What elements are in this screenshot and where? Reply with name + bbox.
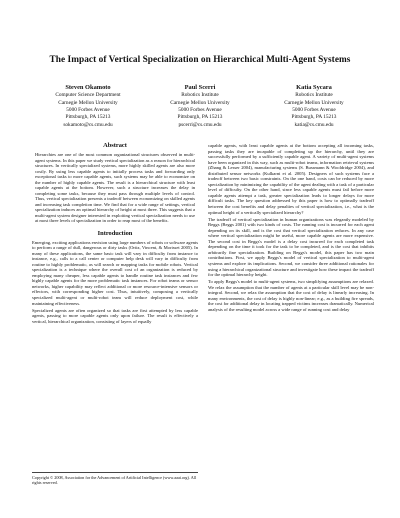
author-email: pscerri@cs.cmu.edu [178,121,222,128]
abstract-section [32,142,198,224]
author-1 [28,84,148,129]
author-address-line: 5000 Forbes Avenue [178,107,222,114]
body-paragraph: The tradeoff of vertical specialization in human organizations was elegantly modeled by Beggs (Beggs 2001) with two kinds of costs. The running cost is incurred for each agent depending on its skill, and is the cost that vertical specialization reduces. In any case where vertical specialization might be useful, more capable agents are more expensive. The second cost in Beggs's model is a delay cost incurred for each completed task depending on the time it took for the task to be completed, and is the cost that inhibits arbitrarily fine specialization. Building on Beggs's model, this paper has two main contributions. First, we apply Beggs's model of vertical specialization to multi-agent systems and explore its implications. Second, we consider three additional rationales for using a hierarchical organizational structure and investigate how these impact the tradeoff for the optimal hierarchy height. [208,216,374,278]
introduction-section [32,230,198,325]
body-paragraph: To apply Beggs's model to multi-agent systems, two simplifying assumptions are relaxed. We relax the assumption that the number of agents at a particular skill level may be non-integral. Second, we relax the assumption that the cost of delay is linearly increasing. In many environments, the cost of delay is highly non-linear; e.g., as a building fire spreads, the cost for additional delay in locating trapped victims increases dramatically. Numerical analysis of the resulting model across a wide range of running cost and delay [208,279,374,312]
body-paragraph: Emerging, exciting applications envision using large numbers of robots or software agents to perform a range of dull, dangerous or dirty tasks (Ortiz, Vincent, & Morisset 2005). In many of these applications, the same basic task will vary in difficulty from instance to instance, e.g., calls to a call center or computer help desk will vary in difficulty from routine to highly problematic, as will search or mapping tasks for mobile robots. Vertical specialization is a technique where the overall cost of an organization is reduced by employing many cheaper, less capable agents to handle routine task instances and few highly capable agents for the more problematic task instances. For robot teams or sensor networks, higher capability may reflect additional or more resource-intensive sensors or effectors, with corresponding higher cost. Thus, intuitively, composing a vertically specialized multi-agent or multi-robot team will reduce deployment cost, while maintaining effectiveness. [32,239,198,306]
abstract-text: Hierarchies are one of the most common organizational structures observed in multi-agent systems. In this paper we study vertical specialization as a reason for hierarchical structures. In vertically specialized systems, more highly skilled agents are also more costly. By using less capable agents to initially process tasks and forwarding only exceptional tasks to more capable agents, such systems may be able to economize on the number of highly capable agents. The result is a hierarchical structure with least capable agents at the bottom. However, such a structure increases the delay in completing some tasks, because they must pass through multiple levels of control. Thus, vertical specialization presents a tradeoff between economizing on skilled agents and increasing task completion time. We find that for a wide range of settings, vertical specialization induces an optimal hierarchy of height at most three. This suggests that a multi-agent system designer interested in exploiting vertical specialization needs to use at most three levels of specialization in order to reap most of the benefits. [35,152,195,223]
author-affiliation-line: Robotics Institute [295,92,333,99]
author-name: Katia Sycara [296,84,332,91]
author-affiliation-line: Carnegie Mellon University [58,99,118,106]
left-column [32,142,198,326]
right-column [208,143,374,314]
author-name: Paul Scerri [184,84,216,91]
author-2 [140,84,260,129]
author-affiliation-line: Robotics Institute [181,92,219,99]
author-3 [254,84,374,129]
paper-title: The Impact of Vertical Specialization on Hierarchical Multi-Agent Systems [49,55,351,65]
author-address-line: 5000 Forbes Avenue [66,107,110,114]
author-affiliation-line: Carnegie Mellon University [284,99,344,106]
author-address-line: 5000 Forbes Avenue [292,107,336,114]
author-affiliation-line: Computer Science Department [55,92,121,99]
author-address-line: Pittsburgh, PA 15213 [291,114,337,121]
author-address-line: Pittsburgh, PA 15213 [65,114,111,121]
author-name: Steven Okamoto [65,84,111,91]
author-email: katia@cs.cmu.edu [294,121,334,128]
abstract-heading: Abstract [103,142,127,149]
author-email: sokamoto@cs.cmu.edu [63,121,113,128]
body-paragraph: Specialized agents are often organized so that tasks are first attempted by less capable agents, passing to more capable agents only upon failure. The result is effectively a vertical, hierarchical organization, consisting of layers of equally [32,307,198,324]
copyright-notice: Copyright © 2008, Association for the Advancement of Artificial Intelligence (www.aaai.org). All rights reserved. [32,472,198,485]
author-affiliation-line: Carnegie Mellon University [170,99,230,106]
author-address-line: Pittsburgh, PA 15213 [177,114,223,121]
introduction-heading: Introduction [97,229,133,237]
body-paragraph: capable agents, with least capable agents at the bottom accepting all incoming tasks, passing tasks they are incapable of completing up the hierarchy, until they are successfully performed by a sufficiently capable agent. A variety of multi-agent systems have been organized in this way, such as multi-robot teams, information retrieval systems (Zhang & Lesser 2004), manufacturing systems (S. Bussmann & Wooldridge 2004), and distributed sensor networks (Kulkarni et al. 2005). Designers of such systems face a tradeoff between two basic constraints. On the one hand, costs can be reduced by more specialization by minimizing the capability of the agent dealing with a task of a particular level of difficulty. On the other hand, since less capable agents must fail before more capable agents attempt a task, greater specialization leads to longer delays for more difficult tasks. The key question addressed by this paper is how to optimally tradeoff between the cost benefits and delay penalties of vertical specialization, i.e., what is the optimal height of a vertically specialized hierarchy? [208,143,374,215]
